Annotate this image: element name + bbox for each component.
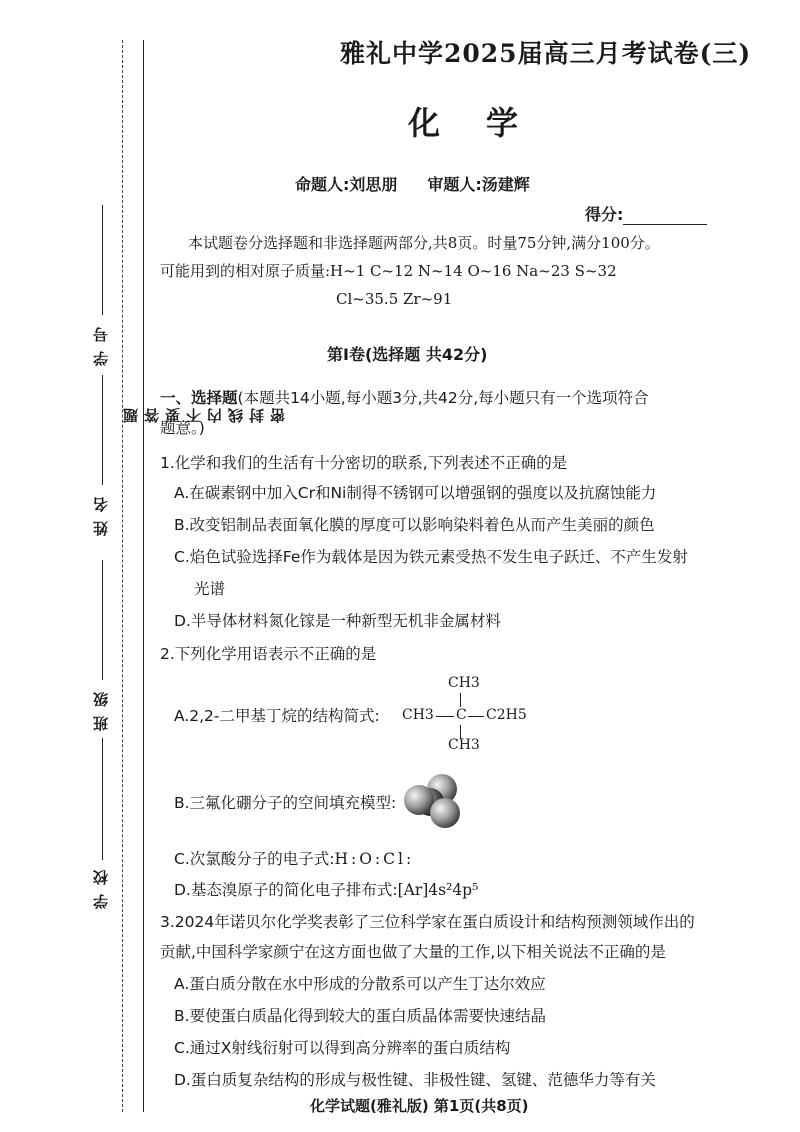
formula-center-c: C xyxy=(456,707,467,723)
q1-option-c-cont: 光谱 xyxy=(194,580,226,598)
formula-bond-top xyxy=(460,693,461,707)
page-footer: 化学试题(雅礼版) 第1页(共8页) xyxy=(310,1097,529,1115)
q3-stem-2: 贡献,中国科学家颜宁在这方面也做了大量的工作,以下相关说法不正确的是 xyxy=(160,943,666,961)
intro-line-2: 可能用到的相对原子质量:H~1 C~12 N~14 O~16 Na~23 S~32 xyxy=(160,262,617,280)
q3-option-b: B.要使蛋白质晶化得到较大的蛋白质晶体需要快速结晶 xyxy=(174,1007,547,1025)
formula-top-ch3: CH3 xyxy=(448,675,480,691)
formula-right-c2h5: C2H5 xyxy=(486,707,527,723)
student-id-line xyxy=(102,205,103,315)
part-description xyxy=(160,387,649,409)
formula-bond-right xyxy=(468,716,484,717)
authors xyxy=(295,172,530,195)
school-line xyxy=(102,738,103,860)
binding-dashed-line xyxy=(122,40,123,1112)
q1-stem: 1.化学和我们的生活有十分密切的联系,下列表述不正确的是 xyxy=(160,454,568,472)
reviewer: 审题人:汤建辉 xyxy=(427,175,530,194)
score-field xyxy=(585,202,707,225)
part-label: 一、选择题 xyxy=(160,389,238,407)
subject-title: 化学 xyxy=(408,104,565,142)
part-desc-1: (本题共14小题,每小题3分,共42分,每小题只有一个选项符合 xyxy=(237,389,649,407)
q2-option-d-formula: [Ar]4s²4p⁵ xyxy=(397,881,479,899)
q2-stem: 2.下列化学用语表示不正确的是 xyxy=(160,645,377,663)
q2-a-structural-formula xyxy=(402,675,527,755)
intro-line-3: Cl~35.5 Zr~91 xyxy=(336,290,453,308)
q2-option-c xyxy=(174,848,414,870)
q3-option-d: D.蛋白质复杂结构的形成与极性键、非极性键、氢键、范德华力等有关 xyxy=(174,1071,656,1089)
q2-option-d-label: D.基态溴原子的简化电子排布式: xyxy=(174,881,398,899)
bf3-space-filling-model xyxy=(402,770,468,832)
class-line xyxy=(102,560,103,680)
part-desc-2: 题意。) xyxy=(160,419,205,437)
q2-option-a: A.2,2-二甲基丁烷的结构简式: xyxy=(174,707,380,725)
q1-option-a: A.在碳素钢中加入Cr和Ni制得不锈钢可以增强钢的强度以及抗腐蚀能力 xyxy=(174,484,657,502)
setter: 命题人:刘思朋 xyxy=(295,175,398,194)
score-blank[interactable] xyxy=(623,210,707,225)
q1-option-c: C.焰色试验选择Fe作为载体是因为铁元素受热不发生电子跃迁、不产生发射 xyxy=(174,548,688,566)
f-atom-bottom xyxy=(430,798,460,828)
q2-option-b: B.三氟化硼分子的空间填充模型: xyxy=(174,794,397,812)
binding-notice: 题 答 要 不 内 线 封 密 xyxy=(122,408,287,423)
q1-option-d: D.半导体材料氮化镓是一种新型无机非金属材料 xyxy=(174,612,501,630)
school-label: 学 校 xyxy=(92,868,110,910)
q3-option-a: A.蛋白质分散在水中形成的分散系可以产生丁达尔效应 xyxy=(174,975,546,993)
q2-option-c-formula: H:O:Cl: xyxy=(334,850,415,868)
q2-option-c-label: C.次氯酸分子的电子式: xyxy=(174,850,335,868)
section-heading: 第Ⅰ卷(选择题 共42分) xyxy=(327,345,488,364)
formula-bond-left xyxy=(436,716,454,717)
name-label: 姓 名 xyxy=(92,495,110,537)
q1-option-b: B.改变铝制品表面氧化膜的厚度可以影响染料着色从而产生美丽的颜色 xyxy=(174,516,655,534)
score-label: 得分: xyxy=(585,205,624,224)
name-line xyxy=(102,375,103,485)
q2-option-d xyxy=(174,879,478,901)
exam-title: 雅礼中学2025届高三月考试卷(三) xyxy=(340,39,752,68)
class-label: 班 级 xyxy=(92,690,110,732)
student-id-label: 学 号 xyxy=(92,325,110,367)
f-atom-left xyxy=(404,785,434,815)
intro-line-1: 本试题卷分选择题和非选择题两部分,共8页。时量75分钟,满分100分。 xyxy=(188,234,660,252)
formula-left-ch3: CH3 xyxy=(402,707,434,723)
formula-bottom-ch3: CH3 xyxy=(448,737,480,753)
q3-option-c: C.通过X射线衍射可以得到高分辨率的蛋白质结构 xyxy=(174,1039,511,1057)
q3-stem-1: 3.2024年诺贝尔化学奖表彰了三位科学家在蛋白质设计和结构预测领域作出的 xyxy=(160,913,695,931)
binding-solid-line xyxy=(143,40,144,1112)
